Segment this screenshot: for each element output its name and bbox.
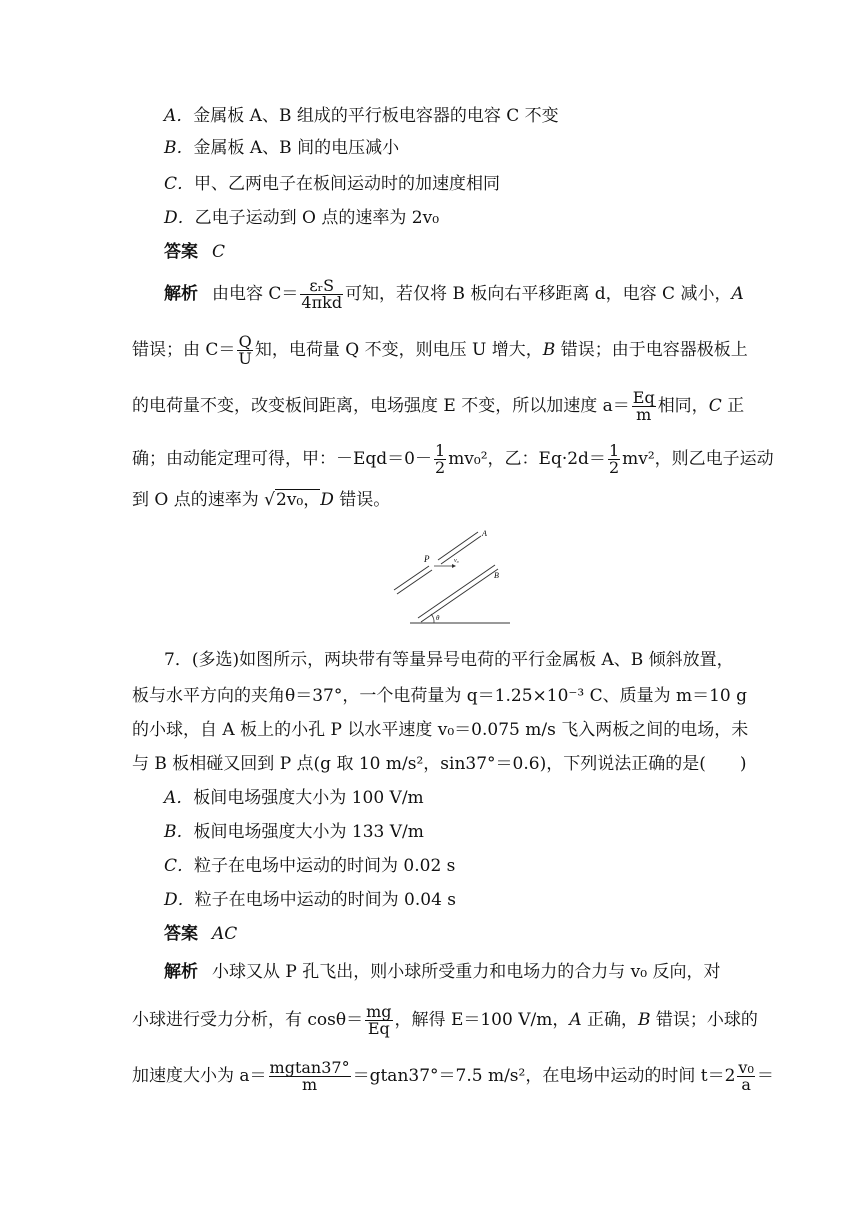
fraction: $\frac{Eq}{m}$ xyxy=(632,388,655,424)
q6-analysis-line-3: 的电荷量不变，改变板间距离，电场强度 E 不变，所以加速度 a＝ $\frac{Eq}{m}$ 相同，C 正 xyxy=(132,388,745,424)
q6-answer: 答案 C xyxy=(164,242,226,262)
q6-analysis-line-1: 解析 由电容 C＝ $\frac{\text{εᵣS}}{\text{4πkd}}$ 可知，若仅将 B 板向右平移距离 d，电容 C 减小，A xyxy=(164,276,744,312)
fraction: $\frac{mgtan37^\circ}{m}$ xyxy=(269,1058,350,1094)
label-p: P xyxy=(424,554,430,564)
fraction: $\frac{mg}{Eq}$ xyxy=(366,1002,392,1038)
arrow-head xyxy=(452,564,456,568)
q7-option-c: C．粒子在电场中运动的时间为 0.02 s xyxy=(164,856,456,876)
q7-stem-line-1: 7．(多选)如图所示，两块带有等量异号电荷的平行金属板 A、B 倾斜放置， xyxy=(164,650,734,670)
plate-b xyxy=(418,565,498,622)
fraction: $\frac{\text{v₀}}{a}$ xyxy=(738,1058,754,1094)
q7-option-b: B．板间电场强度大小为 133 V/m xyxy=(164,822,424,842)
q6-option-a: A．金属板 A、B 组成的平行板电容器的电容 C 不变 xyxy=(164,106,559,126)
label-v0: v₀ xyxy=(454,558,459,564)
plate-a xyxy=(438,532,481,564)
fraction: $\frac{\text{εᵣS}}{\text{4πkd}}$ xyxy=(301,276,343,312)
q7-analysis-line-2: 小球进行受力分析，有 cosθ＝ $\frac{mg}{Eq}$ ，解得 E＝100 V/m，A 正确，B 错误；小球的 xyxy=(132,1002,758,1038)
q7-analysis-line-3: 加速度大小为 a＝ $\frac{mgtan37^\circ}{m}$ ＝gtan37°＝7.5 m/s²，在电场中运动的时间 t＝2 $\frac{\text{v₀}}{a}$ ＝ xyxy=(132,1058,774,1094)
q7-stem-line-3: 的小球，自 A 板上的小孔 P 以水平速度 v₀＝0.075 m/s 飞入两板之间的电场，未 xyxy=(132,720,749,740)
plate-a-lower xyxy=(394,566,432,594)
inclined-plates-figure xyxy=(390,522,515,630)
q7-stem-line-2: 板与水平方向的夹角θ＝37°，一个电荷量为 q＝1.25×10⁻³ C、质量为 m＝10 g xyxy=(132,686,748,706)
q6-analysis-line-4: 确；由动能定理可得，甲：－Eqd＝0－ $\frac{1}{2}$ mv₀²，乙：Eq·2d＝ $\frac{1}{2}$ mv²，则乙电子运动 xyxy=(132,441,774,477)
q7-option-a: A．板间电场强度大小为 100 V/m xyxy=(164,788,424,808)
q6-option-d: D．乙电子运动到 O 点的速率为 2v₀ xyxy=(164,208,440,228)
fraction: $\frac{1}{2}$ xyxy=(608,441,620,477)
q7-option-d: D．粒子在电场中运动的时间为 0.04 s xyxy=(164,890,457,910)
q7-answer: 答案 AC xyxy=(164,924,238,944)
q6-analysis-line-5: 到 O 点的速率为 √2v₀，D 错误。 xyxy=(132,490,391,510)
fraction: $\frac{Q}{U}$ xyxy=(238,332,252,368)
label-theta: θ xyxy=(436,614,440,622)
label-a: A xyxy=(482,529,487,538)
fraction: $\frac{1}{2}$ xyxy=(435,441,446,477)
q6-option-c: C．甲、乙两电子在板间运动时的加速度相同 xyxy=(164,174,501,194)
label-b: B xyxy=(494,571,499,580)
q6-option-b: B．金属板 A、B 间的电压减小 xyxy=(164,138,400,158)
sqrt-sign: √ xyxy=(264,490,275,510)
q7-analysis-line-1: 解析 小球又从 P 孔飞出，则小球所受重力和电场力的合力与 v₀ 反向，对 xyxy=(164,962,721,982)
q6-analysis-line-2: 错误；由 C＝ $\frac{Q}{U}$ 知，电荷量 Q 不变，则电压 U 增大，B 错误；由于电容器极板上 xyxy=(132,332,748,368)
q7-stem-line-4: 与 B 板相碰又回到 P 点(g 取 10 m/s²，sin37°＝0.6)，下列说法正确的是( ) xyxy=(132,754,747,774)
